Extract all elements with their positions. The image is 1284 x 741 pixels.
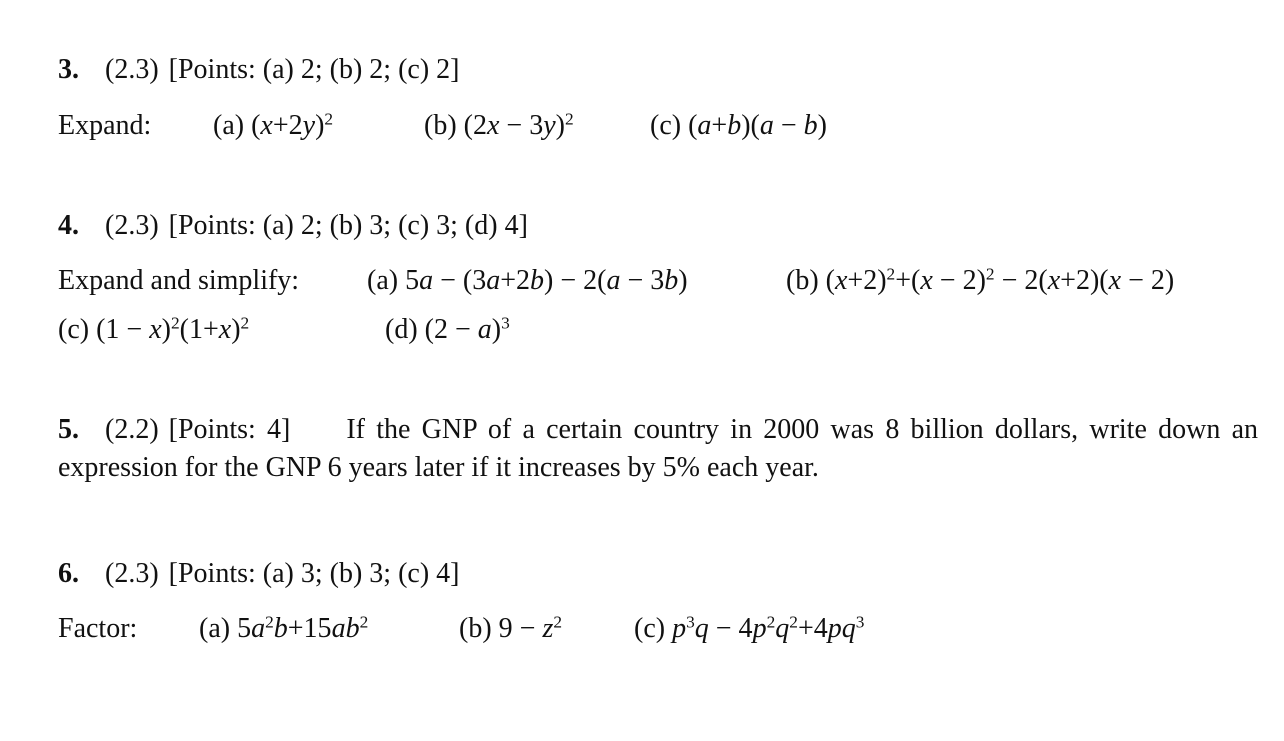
part-label: (a) [213, 110, 245, 141]
problem-points: [Points: (a) 2; (b) 2; (c) 2] [168, 54, 460, 85]
part-expression: $(x+2)^2+(x - 2)^2 - 2(x+2)(x - 2)$ [825, 264, 1175, 296]
problem-4-part-b [786, 264, 1175, 296]
problem-4-instruction: Expand and simplify: [58, 265, 300, 296]
problem-3-instruction: Expand: [58, 110, 152, 141]
problem-points: [Points: 4] [168, 414, 291, 445]
problem-5 [58, 411, 1258, 487]
part-expression: $(2x - 3y)^2$ [463, 109, 574, 141]
problem-3-part-a [213, 109, 334, 141]
part-label: (b) [424, 110, 457, 141]
problem-6-part-a [199, 612, 369, 644]
problem-number: 6. [58, 558, 79, 589]
problem-number: 5. [58, 414, 79, 445]
problem-number: 3. [58, 54, 79, 85]
part-expression: 5a − (3a+2b) − 2(a − 3b) [405, 265, 688, 296]
problem-3-header [58, 56, 459, 84]
part-label: (b) [786, 265, 819, 296]
part-expression: (a+b)(a − b) [688, 110, 827, 141]
problem-4-part-c [58, 313, 250, 345]
problem-points: [Points: (a) 2; (b) 3; (c) 3; (d) 4] [168, 210, 528, 241]
problem-4-part-a [367, 267, 688, 295]
part-expression: $(x+2y)^2$ [251, 109, 334, 141]
problem-3-part-b [424, 109, 574, 141]
problem-6-header [58, 560, 459, 588]
problem-4-part-d [385, 313, 510, 345]
part-expression: $9 - z^2$ [498, 612, 563, 644]
problem-points: [Points: (a) 3; (b) 3; (c) 4] [168, 558, 460, 589]
part-expression: $p^3q - 4p^2q^2+4pq^3$ [672, 612, 865, 644]
problem-section: (2.3) [105, 54, 159, 85]
problem-section: (2.3) [105, 210, 159, 241]
problem-3-part-c [650, 112, 827, 140]
problem-section: (2.2) [105, 414, 159, 445]
part-label: (a) [367, 265, 399, 296]
part-label: (d) [385, 314, 418, 345]
part-expression: $(1 - x)^2(1+x)^2$ [96, 313, 250, 345]
part-expression: $5a^2b+15ab^2$ [237, 612, 369, 644]
part-expression: $(2 - a)^3$ [424, 313, 510, 345]
problem-6-part-b [459, 612, 563, 644]
problem-text: If the GNP of a certain country in 2000 was 8 billion dollars, write down an expression for the GNP 6 years later if it increases by 5% each year. [58, 414, 1258, 483]
part-label: (b) [459, 613, 492, 644]
part-label: (c) [634, 613, 666, 644]
problem-number: 4. [58, 210, 79, 241]
part-label: (a) [199, 613, 231, 644]
problem-section: (2.3) [105, 558, 159, 589]
part-label: (c) [650, 110, 682, 141]
part-label: (c) [58, 314, 90, 345]
problem-4-header [58, 212, 528, 240]
problem-6-part-c [634, 612, 865, 644]
problem-6-instruction: Factor: [58, 613, 138, 644]
